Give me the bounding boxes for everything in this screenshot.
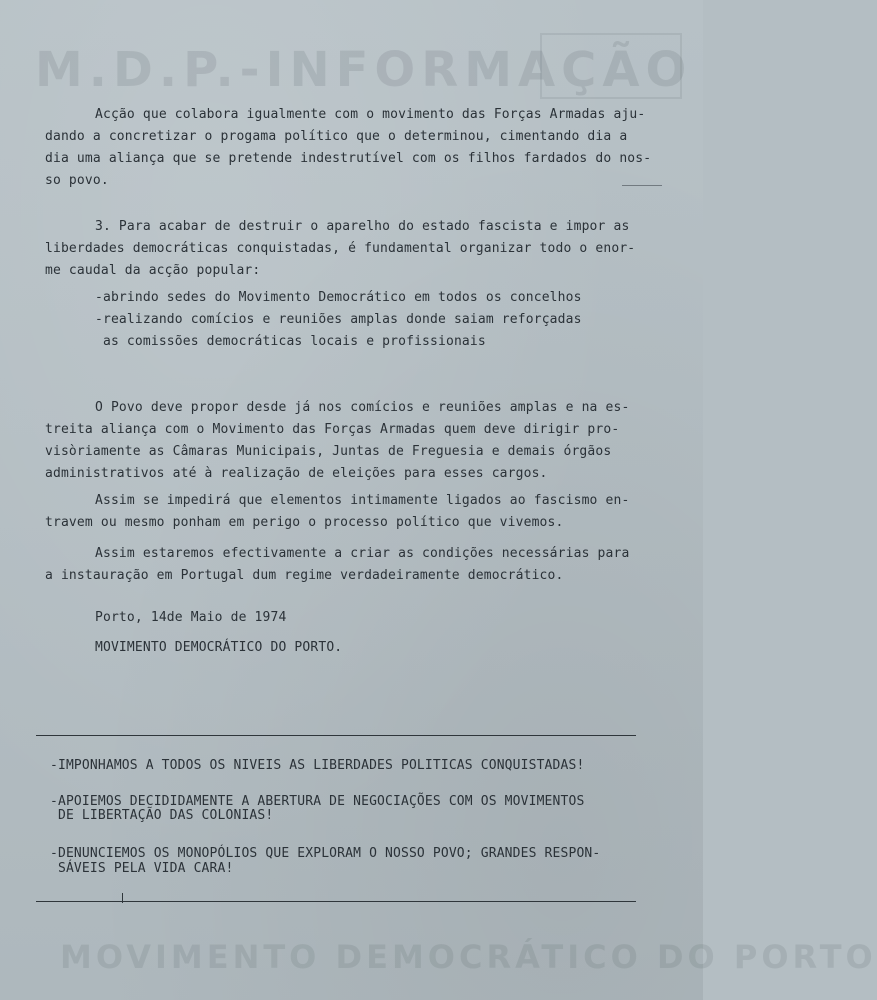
slogan-box-top-rule	[36, 735, 636, 736]
paragraph-2-line-3: me caudal da acção popular:	[45, 263, 261, 278]
paragraph-3-line-4: administrativos até à realização de eleições para esses cargos.	[45, 466, 548, 481]
paragraph-1-line-4: so povo.	[45, 173, 109, 188]
place-and-date: Porto, 14de Maio de 1974	[95, 610, 287, 625]
list-item-2: -realizando comícios e reuniões amplas donde saiam reforçadas	[95, 312, 582, 327]
paragraph-5-line-2: a instauração em Portugal dum regime verdadeiramente democrático.	[45, 568, 564, 583]
paragraph-1-line-3: dia uma aliança que se pretende indestrutível com os filhos fardados do nos-	[45, 151, 652, 166]
paragraph-1-line-1: Acção que colabora igualmente com o movimento das Forças Armadas aju-	[95, 107, 646, 122]
paragraph-2-line-1: 3. Para acabar de destruir o aparelho do estado fascista e impor as	[95, 219, 630, 234]
paragraph-5-line-1: Assim estaremos efectivamente a criar as condições necessárias para	[95, 546, 630, 561]
show-through-footer-text: MOVIMENTO DEMOCRÁTICO DO PORTO	[60, 938, 877, 976]
margin-pencil-mark	[622, 185, 662, 186]
paragraph-3-line-3: visòriamente as Câmaras Municipais, Juntas de Freguesia e demais órgãos	[45, 444, 612, 459]
slogan-2-line-2: DE LIBERTAÇÃO DAS COLONIAS!	[50, 808, 274, 823]
slogan-2-line-1: -APOIEMOS DECIDIDAMENTE A ABERTURA DE NEGOCIAÇÕES COM OS MOVIMENTOS	[50, 794, 585, 809]
show-through-header-box	[540, 33, 682, 99]
paragraph-3-line-2: treita aliança com o Movimento das Forças Armadas quem deve dirigir pro-	[45, 422, 620, 437]
list-item-1: -abrindo sedes do Movimento Democrático em todos os concelhos	[95, 290, 582, 305]
paragraph-4-line-2: travem ou mesmo ponham em perigo o processo político que vivemos.	[45, 515, 564, 530]
slogan-3-line-1: -DENUNCIEMOS OS MONOPÓLIOS QUE EXPLORAM O NOSSO POVO; GRANDES RESPON-	[50, 846, 601, 861]
show-through-header-text: M.D.P.-INFORMAÇÃO	[35, 42, 693, 98]
slogan-box-bottom-rule	[36, 901, 636, 902]
rule-tick-mark	[122, 893, 123, 903]
list-item-2-continued: as comissões democráticas locais e profissionais	[95, 334, 486, 349]
paragraph-3-line-1: O Povo deve propor desde já nos comícios e reuniões amplas e na es-	[95, 400, 630, 415]
paragraph-2-line-2: liberdades democráticas conquistadas, é fundamental organizar todo o enor-	[45, 241, 636, 256]
paragraph-1-line-2: dando a concretizar o progama político que o determinou, cimentando dia a	[45, 129, 628, 144]
slogan-3-line-2: SÁVEIS PELA VIDA CARA!	[50, 861, 234, 876]
signature: MOVIMENTO DEMOCRÁTICO DO PORTO.	[95, 640, 343, 655]
paragraph-4-line-1: Assim se impedirá que elementos intimamente ligados ao fascismo en-	[95, 493, 630, 508]
slogan-1: -IMPONHAMOS A TODOS OS NIVEIS AS LIBERDADES POLITICAS CONQUISTADAS!	[50, 758, 585, 773]
